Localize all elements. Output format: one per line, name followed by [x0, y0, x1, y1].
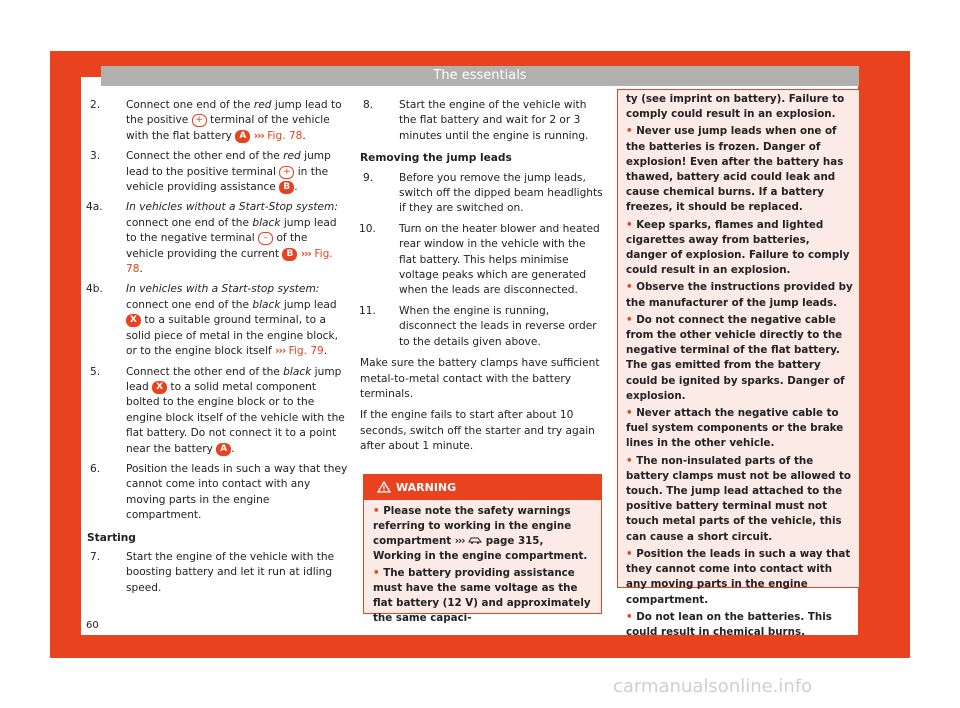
bullet-icon: • — [626, 218, 633, 231]
step-number: 11. — [359, 304, 376, 317]
step-text: Connect the other end of the — [126, 150, 284, 163]
bullet-icon: • — [626, 547, 633, 560]
plus-terminal-icon: + — [192, 114, 207, 127]
warning-item — [626, 124, 853, 215]
step-text: in the vehicle providing assistance — [126, 165, 329, 194]
warning-text: Position the leads in such a way that they cannot come into contact with any moving parts in the engine compartment. — [626, 547, 851, 606]
step-number: 6. — [90, 462, 101, 475]
warning-item — [626, 313, 853, 404]
warning-text: Do not lean on the batteries. This could result in chemical burns. — [626, 610, 832, 638]
step-text: Start the engine of the vehicle with the flat battery and wait for 2 or 3 minutes until the engine is running. — [399, 99, 589, 142]
label-a-badge: A — [216, 443, 231, 456]
step-text: jump lead to the positive — [126, 99, 342, 127]
step-text: Connect the other end of the — [126, 365, 284, 378]
warning-item — [373, 504, 592, 564]
step-text: terminal of the vehicle with the flat battery — [126, 114, 330, 142]
step-text: connect one end of the — [126, 298, 253, 311]
step-10 — [359, 222, 603, 299]
step-9 — [359, 171, 603, 217]
warning-item — [626, 406, 853, 452]
warning-text: Never use jump leads when one of the batteries is frozen. Danger of explosion! Even after the battery has thawed, battery acid could leak and cause chemical burns. If a battery freezes, it should be replaced. — [626, 125, 844, 214]
step-number: 4a. — [86, 201, 103, 214]
bullet-icon: • — [373, 505, 380, 517]
warning-item — [626, 610, 853, 640]
paragraph: If the engine fails to start after about 10 seconds, switch off the starter and try again after about 1 minute. — [360, 409, 595, 453]
lead-color: red — [283, 150, 301, 163]
bullet-icon: • — [626, 313, 633, 326]
label-b-badge: B — [279, 181, 294, 194]
step-4b: 4b. In vehicles with a Start-stop system: connect one end of the black jump lead X to a suitable ground terminal, to a solid piece of metal in the engine block, or to the engine block itself ››› Fig. 79. — [86, 283, 338, 358]
step-text: Start the engine of the vehicle with the boosting battery and let it run at idling speed. — [126, 550, 335, 594]
condition-text: In vehicles with a Start-stop system: — [126, 283, 320, 296]
step-text: of the vehicle providing the current — [126, 232, 308, 260]
label-x-badge: X — [126, 314, 141, 327]
step-2: 2. Connect one end of the red jump lead to the positive + terminal of the vehicle with the flat battery A ››› Fig. 78. — [90, 99, 342, 142]
step-number: 3. — [90, 150, 101, 163]
step-text: jump lead to the positive terminal — [126, 150, 331, 178]
section-header: The essentials — [101, 66, 859, 86]
warning-text: page 315, Working in the engine compartment. — [373, 535, 588, 562]
warning-box-continued — [617, 89, 860, 638]
warning-text: Observe the instructions provided by the manufacturer of the jump leads. — [626, 281, 853, 309]
lead-color: black — [252, 298, 281, 311]
bullet-icon: • — [626, 454, 633, 467]
step-text: Turn on the heater blower and heated rear window in the vehicle with the flat battery. This helps minimise voltage peaks which are generated when the leads are disconnected. — [399, 222, 600, 297]
bullet-icon: • — [626, 407, 633, 420]
column-left — [86, 98, 348, 601]
step-text: jump lead — [126, 365, 342, 393]
warning-text: Please note the safety warnings referring to working in the engine compartment — [373, 505, 572, 547]
subheading-removing: Removing the jump leads — [360, 152, 512, 165]
step-text: jump lead — [280, 298, 337, 311]
lead-color: black — [283, 365, 312, 378]
step-number: 4b. — [86, 283, 103, 296]
plus-terminal-icon: + — [279, 166, 294, 179]
step-5: 5. Connect the other end of the black jump lead X to a solid metal component bolted to the engine block or to the engine block itself of the vehicle with the flat battery. Do not connect it to a point near the battery A . — [90, 365, 345, 455]
reference-arrow: ››› — [300, 247, 311, 260]
step-text: Position the leads in such a way that they cannot come into contact with any moving parts in the engine compartment. — [126, 462, 348, 522]
condition-text: In vehicles without a Start-Stop system: — [126, 201, 338, 214]
reference-arrow: ››› — [454, 535, 465, 547]
warning-text: Never attach the negative cable to fuel system components or the brake lines in the other vehicle. — [626, 407, 844, 450]
warning-item — [626, 280, 853, 310]
lead-color: red — [253, 99, 272, 111]
bullet-icon: • — [373, 567, 380, 579]
step-text: When the engine is running, disconnect the leads in reverse order to the details given above. — [399, 304, 597, 348]
step-4a: 4a. In vehicles without a Start-Stop system: connect one end of the black jump lead to the negative terminal – of the vehicle providing the current B ››› Fig. 78. — [86, 201, 338, 276]
figure-link[interactable]: Fig. 79 — [288, 345, 324, 358]
step-7 — [86, 550, 348, 596]
step-number: 9. — [363, 171, 374, 184]
step-number: 5. — [90, 365, 101, 378]
step-text: connect one end of the — [126, 216, 253, 229]
warning-box — [363, 474, 602, 624]
step-text: to a solid metal component bolted to the engine block or to the engine block itself of the vehicle with the flat battery. Do not connect it to a point near the battery — [126, 380, 345, 455]
warning-text: The non-insulated parts of the battery clamps must not be allowed to touch. The jump lead attached to the positive battery terminal must not touch metal parts of the vehicle, this can cause a short circuit. — [626, 454, 851, 543]
warning-text: Do not connect the negative cable from the other vehicle directly to the negative terminal of the flat battery. The gas emitted from the battery could be ignited by sparks. Danger of explosion. — [626, 313, 845, 402]
warning-item — [626, 454, 853, 545]
bullet-icon: • — [626, 281, 633, 294]
lead-color: black — [252, 216, 281, 229]
column-middle — [359, 98, 603, 455]
bullet-icon: • — [626, 125, 633, 138]
step-text: Before you remove the jump leads, switch off the dipped beam headlights if they are switched on. — [399, 171, 603, 215]
warning-text: The battery providing assistance must have the same voltage as the flat battery (12 V) and approximately the same capaci- — [373, 567, 591, 624]
warning-item — [626, 547, 853, 608]
step-number: 2. — [90, 99, 101, 111]
label-b-badge: B — [282, 248, 297, 261]
warning-item — [626, 218, 853, 279]
step-number: 10. — [359, 222, 376, 235]
figure-link[interactable]: Fig. 78 — [267, 129, 303, 142]
page-number: 60 — [86, 620, 99, 631]
subheading-starting: Starting — [87, 531, 136, 544]
reference-arrow: ››› — [253, 129, 264, 142]
warning-continuation: ty (see imprint on battery). Failure to comply could result in an explosion. — [626, 93, 845, 121]
warning-triangle-icon — [377, 481, 391, 493]
bullet-icon: • — [626, 610, 633, 623]
label-a-badge: A — [235, 130, 250, 143]
warning-item — [373, 566, 592, 626]
wrench-car-icon — [468, 536, 482, 544]
warning-body — [618, 90, 859, 640]
step-11 — [359, 304, 603, 350]
step-8 — [359, 98, 603, 144]
warning-header — [364, 475, 601, 500]
minus-terminal-icon: – — [258, 232, 273, 245]
warning-title: WARNING — [396, 481, 457, 494]
step-text: to a suitable ground terminal, to a solid piece of metal in the engine block, or to the engine block itself — [126, 314, 338, 358]
warning-text: Keep sparks, flames and lighted cigarettes away from batteries, danger of explosion. Failure to comply could result in an explosion. — [626, 218, 850, 277]
paragraph: Make sure the battery clamps have sufficient metal-to-metal contact with the battery terminals. — [360, 357, 600, 400]
step-3: 3. Connect the other end of the red jump lead to the positive terminal + in the vehicle providing assistance B . — [90, 150, 331, 194]
figure-link[interactable]: Fig. 78 — [126, 247, 333, 276]
watermark: carmanualsonline.info — [613, 676, 813, 697]
step-text: jump lead to the negative terminal — [126, 216, 337, 245]
warning-body — [364, 500, 601, 626]
label-x-badge: X — [152, 381, 167, 394]
step-number: 8. — [363, 99, 374, 111]
step-text: Connect one end of the — [126, 99, 254, 111]
step-number: 7. — [90, 550, 101, 563]
step-6 — [86, 462, 348, 524]
reference-arrow: ››› — [275, 345, 286, 358]
